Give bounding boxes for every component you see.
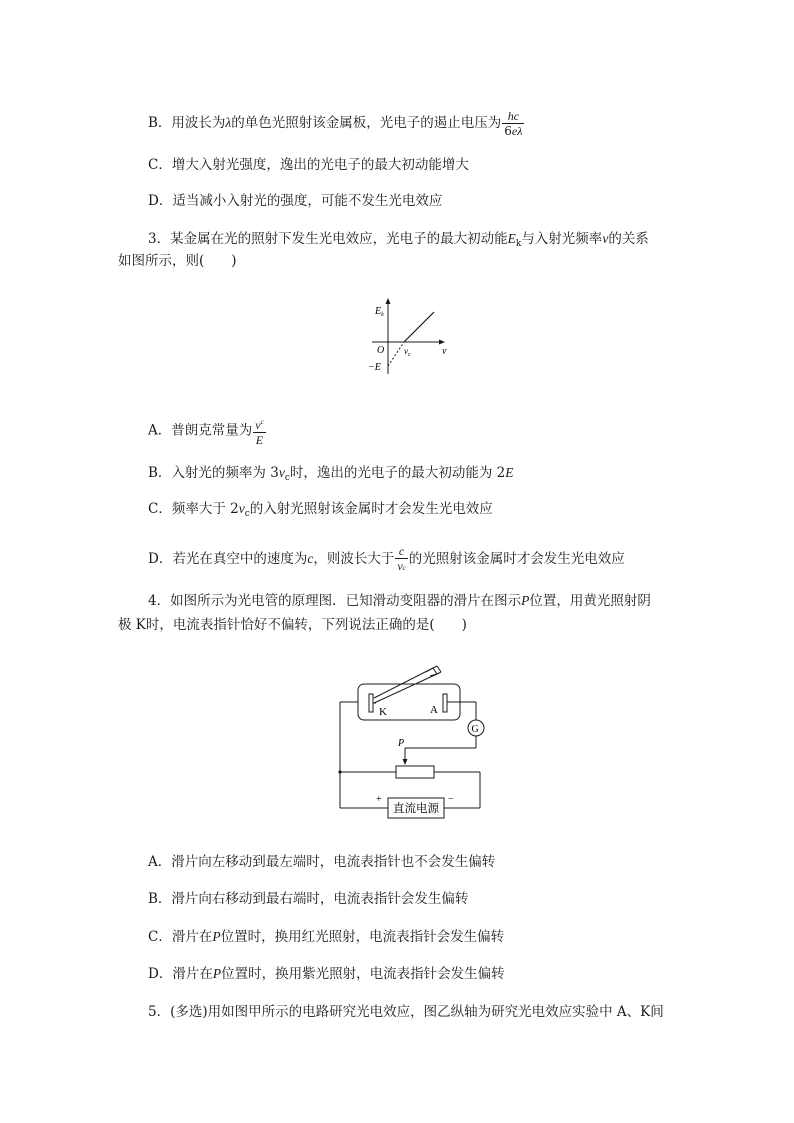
q4-option-c xyxy=(148,928,504,946)
q2-b-frac-den-b: e xyxy=(511,124,518,138)
q3-c-nu: ν xyxy=(238,501,245,516)
label-plus: + xyxy=(376,794,382,805)
q4-circuit-diagram xyxy=(334,662,490,822)
q3-d-b: ，则波长大于 xyxy=(313,551,395,567)
q2-b-frac-num: hc xyxy=(502,109,524,124)
q4-option-b: B．滑片向右移动到最右端时，电流表指针会发生偏转 xyxy=(148,891,469,907)
q3-stem-nu: ν xyxy=(602,231,609,246)
q3-d-a: D．若光在真空中的速度为 xyxy=(148,551,308,567)
junction-dot xyxy=(338,770,341,773)
q3-stem-ek: E xyxy=(507,231,516,246)
label-g: G xyxy=(471,724,479,735)
q4-stem-line1 xyxy=(148,592,651,610)
q3-y-label: $E_k$ xyxy=(375,306,384,318)
q3-c-sub: c xyxy=(244,509,250,519)
q3-stem-line2: 如图所示，则( ) xyxy=(118,253,237,269)
q3-b-a: B．入射光的频率为 3 xyxy=(148,465,279,481)
q3-stem-line1 xyxy=(148,230,649,253)
q2-b-lambda: λ xyxy=(225,115,232,130)
q3-option-c xyxy=(148,500,493,523)
q3-stem-a: 3．某金属在光的照射下发生光电效应，光电子的最大初动能 xyxy=(148,231,508,247)
q3-intercept-label: $\nu_c$ xyxy=(404,346,411,358)
label-minus: − xyxy=(448,794,454,805)
q4-option-d xyxy=(148,965,505,983)
label-p: P xyxy=(398,738,405,749)
q3-stem-ek-sub: k xyxy=(515,239,522,249)
rheostat xyxy=(396,766,434,778)
q4-c-b: 位置时，换用红光照射，电流表指针会发生偏转 xyxy=(220,929,505,945)
q3-option-d xyxy=(148,544,625,575)
q2-option-d: D．适当减小入射光的强度，可能不发生光电效应 xyxy=(148,193,443,209)
cathode-plate xyxy=(369,694,373,712)
light-beam-upper xyxy=(374,668,433,698)
q4-stem-b: 位置，用黄光照射阴 xyxy=(529,593,651,609)
q3-x-arrow xyxy=(439,340,445,345)
q3-b-b: 时，逸出的光电子的最大初动能为 2 xyxy=(289,465,506,481)
q3-d-frac-num: c xyxy=(395,544,407,559)
q3-a-fraction xyxy=(253,415,265,447)
label-k: K xyxy=(379,706,387,718)
q3-d-c2: 的光照射该金属时才会发生光电效应 xyxy=(408,551,625,567)
q3-b-nu: ν xyxy=(278,465,285,480)
q3-option-a xyxy=(148,415,267,447)
q3-ek-nu-graph xyxy=(366,296,456,380)
q2-option-b xyxy=(148,109,525,138)
q4-c-p: P xyxy=(212,929,221,944)
q4-option-a: A．滑片向左移动到最左端时，电流表指针也不会发生偏转 xyxy=(148,854,496,870)
q3-d-frac-den-sub: c xyxy=(402,564,406,572)
q3-stem-b: 与入射光频率 xyxy=(521,231,603,247)
q3-neg-label: −E xyxy=(368,362,381,373)
q3-c-a: C．频率大于 2 xyxy=(148,501,239,517)
q4-stem-p: P xyxy=(521,593,530,608)
q2-b-mid: 的单色光照射该金属板，光电子的遏止电压为 xyxy=(231,115,502,131)
q2-b-frac-den-a: 6 xyxy=(504,124,512,138)
q4-c-a: C．滑片在 xyxy=(148,929,213,945)
q3-y-arrow xyxy=(386,298,391,304)
q3-x-label: ν xyxy=(442,346,447,357)
q3-origin-label: O xyxy=(377,345,385,356)
q3-a-prefix: A．普朗克常量为 xyxy=(148,422,253,439)
label-a: A xyxy=(430,704,438,716)
q2-b-fraction xyxy=(502,109,524,138)
anode-plate xyxy=(443,694,447,712)
q4-stem-line2: 极 K时，电流表指针恰好不偏转，下列说法正确的是( ) xyxy=(118,617,467,633)
q2-option-c: C．增大入射光强度，逸出的光电子的最大初动能增大 xyxy=(148,157,469,173)
q3-b-sub: c xyxy=(284,473,290,483)
q3-stem-c: 的关系 xyxy=(608,231,649,247)
q4-d-b: 位置时，换用紫光照射，电流表指针会发生偏转 xyxy=(221,966,505,982)
q3-a-frac-num-sup: c xyxy=(260,418,264,426)
q3-a-frac-num: ν xyxy=(255,418,261,432)
q4-stem-a: 4．如图所示为光电管的原理图．已知滑动变阻器的滑片在图示 xyxy=(148,593,522,609)
q3-dashed-extension xyxy=(388,342,404,366)
q3-d-frac-den: ν xyxy=(397,559,403,573)
q3-option-b xyxy=(148,464,514,487)
q3-d-fraction xyxy=(395,544,407,575)
q3-ek-line xyxy=(404,312,434,342)
label-source: 直流电源 xyxy=(393,803,439,815)
q4-d-p: P xyxy=(212,966,222,981)
q3-b-e: E xyxy=(505,465,514,480)
q3-c-b: 的入射光照射该金属时才会发生光电效应 xyxy=(249,501,493,517)
q2-b-frac-den-c: λ xyxy=(517,124,523,138)
q3-d-c: c xyxy=(307,551,314,566)
q4-d-a: D．滑片在 xyxy=(148,966,213,982)
q3-a-frac-den: E xyxy=(255,433,264,447)
q5-stem: 5．(多选)用如图甲所示的电路研究光电效应，图乙纵轴为研究光电效应实验中 A、K间 xyxy=(148,1004,664,1020)
slider-arrow-head xyxy=(403,759,408,765)
q2-b-prefix: B．用波长为 xyxy=(148,115,226,131)
light-beam-lower xyxy=(374,674,437,703)
